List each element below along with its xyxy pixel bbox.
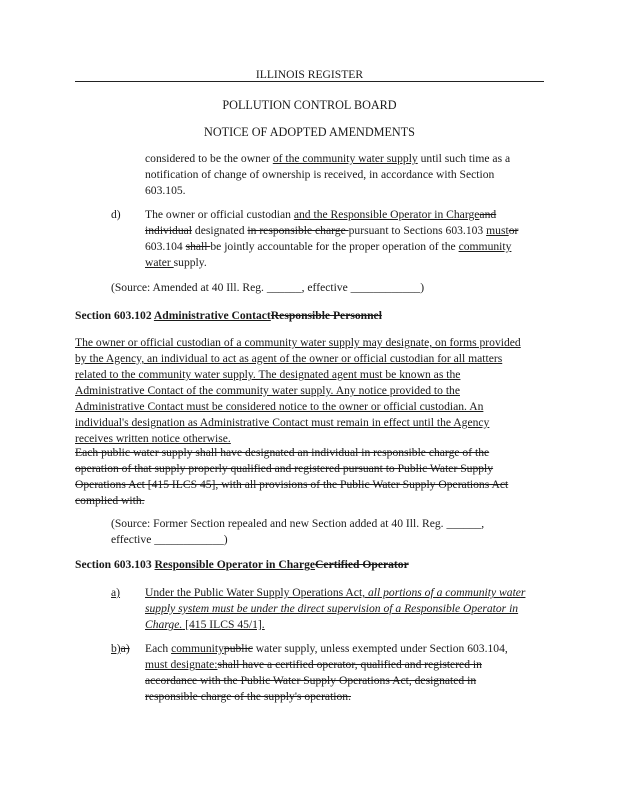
text: related to the community water supply. The designated agent must be known as the bbox=[75, 367, 461, 381]
inserted-text: must designate: bbox=[145, 657, 218, 671]
section-603-102-heading bbox=[75, 308, 382, 324]
text: 603.105. bbox=[145, 183, 186, 197]
section-number: Section 603.103 bbox=[75, 558, 155, 571]
text: by the Agency, an individual to act as agent of the owner or official custodian for all matters bbox=[75, 351, 503, 365]
deleted-title: Certified Operator bbox=[315, 558, 409, 571]
text: designated bbox=[192, 223, 248, 237]
inserted-text: must bbox=[486, 223, 509, 237]
inserted-title: Responsible Operator in Charge bbox=[154, 558, 316, 571]
source-note-2 bbox=[111, 516, 484, 548]
text: be jointly accountable for the proper operation of the bbox=[210, 239, 459, 253]
text: Administrative Contact of the community water supply. Any notice provided to the bbox=[75, 383, 460, 397]
continuation-paragraph bbox=[145, 151, 510, 199]
section-603-102-new-text bbox=[75, 335, 521, 447]
text: Each bbox=[145, 642, 172, 655]
item-a-label: a) bbox=[111, 586, 121, 599]
text: supply. bbox=[173, 255, 207, 269]
deleted-title: Responsible Personnel bbox=[270, 309, 382, 322]
text: operation of that supply properly qualified and registered pursuant to Public Water Supply bbox=[75, 461, 494, 475]
text: Under the Public Water Supply Operations Act, bbox=[145, 586, 368, 599]
text: (Source: Former Section repealed and new Section added at 40 Ill. Reg. ______, bbox=[111, 517, 485, 530]
item-d-text bbox=[145, 207, 518, 271]
text: Operations Act [415 ILCS 45], with all provisions of the Public Water Supply Operations Act bbox=[75, 477, 509, 491]
section-number: Section 603.102 bbox=[75, 309, 154, 322]
deleted-label: a) bbox=[120, 642, 130, 655]
text: Administrative Contact must be considered notice to the owner or official custodian. An bbox=[75, 399, 484, 413]
text: individual's designation as Administrative Contact must remain in effect until the Agency bbox=[75, 415, 490, 429]
item-d-label: d) bbox=[111, 208, 121, 221]
text: receives written notice otherwise. bbox=[75, 431, 231, 445]
deleted-text: or bbox=[508, 223, 519, 237]
section-603-102-deleted-text bbox=[75, 445, 508, 509]
item-a-text bbox=[145, 585, 525, 633]
item-b-text bbox=[145, 641, 508, 705]
inserted-text: and the Responsible Operator in Charge bbox=[293, 208, 480, 221]
text: [415 ILCS 45/1]. bbox=[182, 617, 265, 631]
text: complied with. bbox=[75, 493, 145, 507]
deleted-text: and bbox=[479, 208, 497, 221]
deleted-text: public bbox=[223, 642, 253, 655]
quoted-text: Charge. bbox=[145, 617, 183, 631]
deleted-text: in responsible charge bbox=[247, 223, 349, 237]
quoted-text: supply system must be under the direct supervision of a Responsible Operator in bbox=[145, 601, 519, 615]
register-header: ILLINOIS REGISTER bbox=[255, 68, 364, 81]
deleted-text: individual bbox=[145, 223, 193, 237]
item-b-label bbox=[111, 641, 130, 657]
text: considered to be the owner bbox=[145, 152, 273, 165]
inserted-text: water bbox=[145, 255, 174, 269]
text: The owner or official custodian bbox=[145, 208, 294, 221]
source-note: (Source: Amended at 40 Ill. Reg. ______, effective ____________) bbox=[111, 281, 425, 294]
text: notification of change of ownership is received, in accordance with Section bbox=[145, 167, 495, 181]
inserted-label: b) bbox=[111, 642, 121, 655]
text: The owner or official custodian of a community water supply may designate, on forms provided bbox=[75, 336, 521, 349]
notice-title: NOTICE OF ADOPTED AMENDMENTS bbox=[204, 125, 415, 139]
text: pursuant to Sections 603.103 bbox=[348, 223, 487, 237]
deleted-text: responsible charge of the supply's operation. bbox=[145, 689, 352, 703]
deleted-text: shall bbox=[185, 239, 211, 253]
inserted-text: of the community water supply bbox=[272, 152, 418, 165]
quoted-text: all portions of a community water bbox=[367, 586, 526, 599]
text: Each public water supply shall have designated an individual in responsible charge of the bbox=[75, 446, 490, 459]
board-name: POLLUTION CONTROL BOARD bbox=[222, 98, 397, 112]
text: water supply, unless exempted under Section 603.104, bbox=[252, 642, 508, 655]
inserted-title: Administrative Contact bbox=[153, 309, 271, 322]
inserted-text: community bbox=[458, 239, 512, 253]
deleted-text: shall have a certified operator, qualified and registered in bbox=[217, 657, 482, 671]
text: effective ____________) bbox=[111, 532, 228, 546]
deleted-text: accordance with the Public Water Supply Operations Act, designated in bbox=[145, 673, 477, 687]
inserted-text: community bbox=[171, 642, 224, 655]
text: 603.104 bbox=[145, 239, 186, 253]
section-603-103-heading bbox=[75, 557, 409, 573]
text: until such time as a bbox=[417, 152, 511, 165]
header-rule bbox=[75, 81, 544, 82]
